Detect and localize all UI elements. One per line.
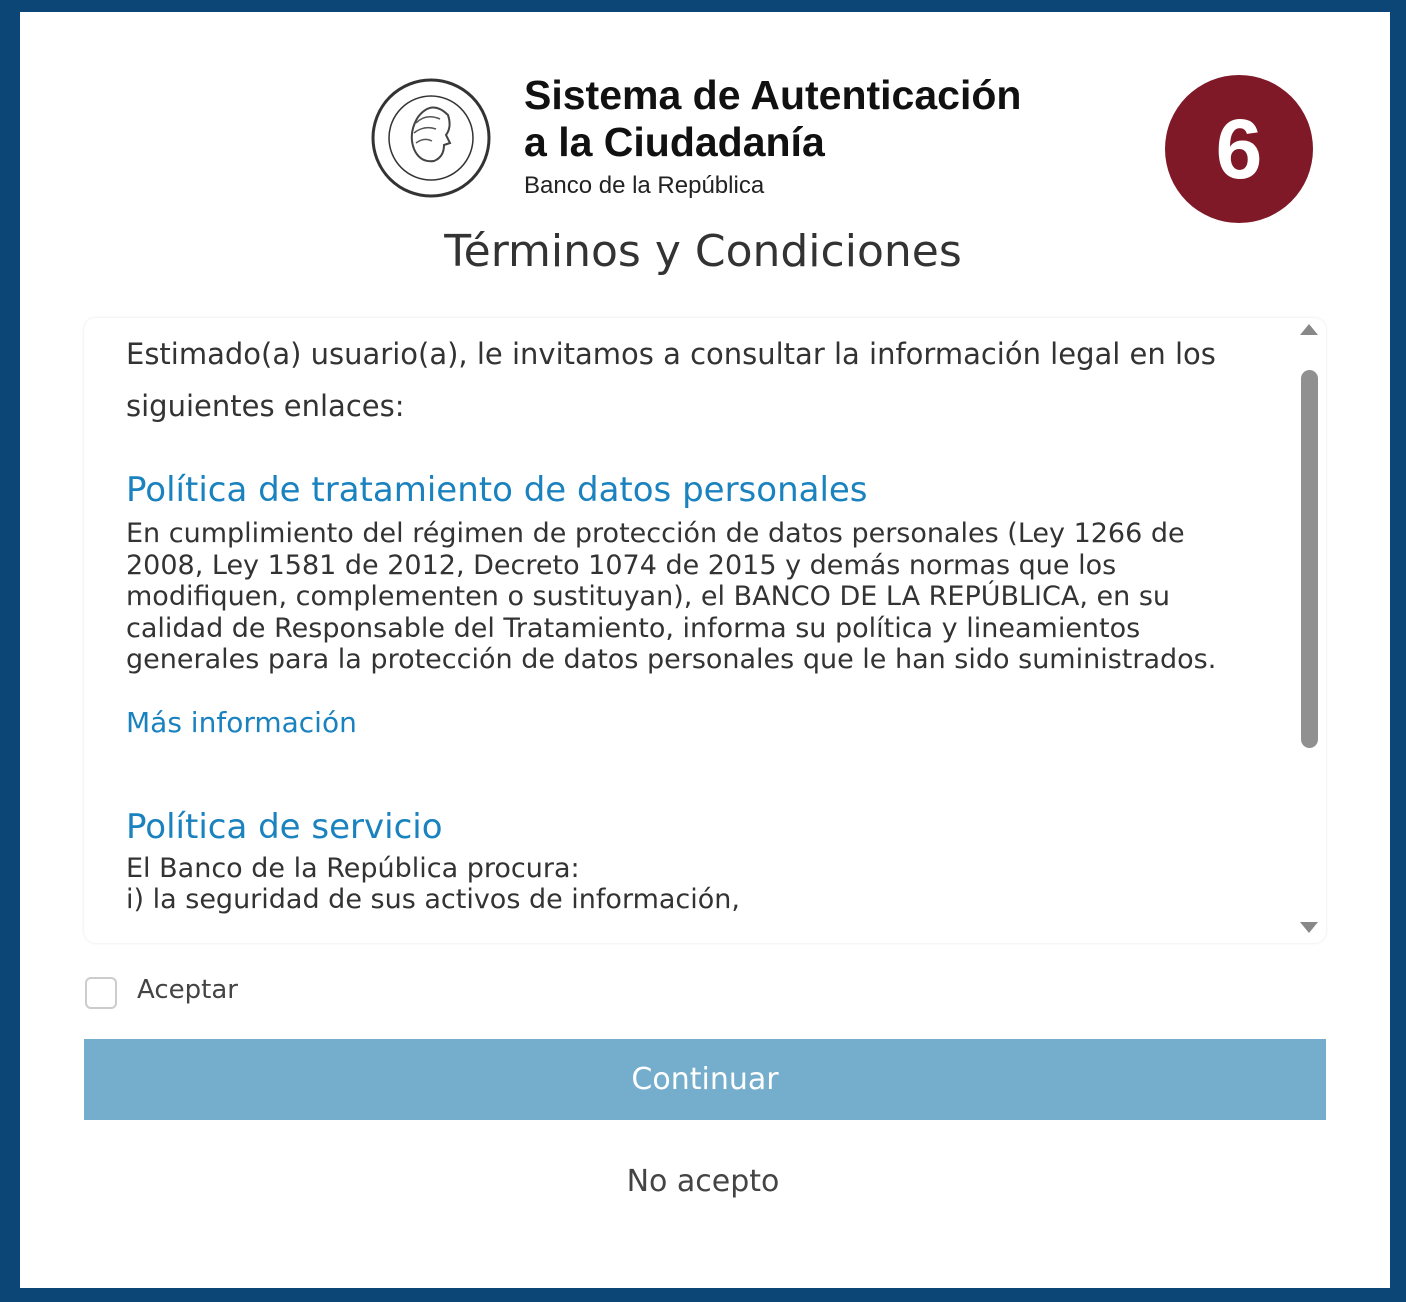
terms-intro: Estimado(a) usuario(a), le invitamos a consultar la información legal en los siguientes enlaces: (126, 337, 1216, 423)
decline-link[interactable]: No acepto (626, 1164, 780, 1199)
accept-checkbox[interactable] (85, 977, 117, 1009)
section-body-service-line1: El Banco de la República procura: (126, 852, 580, 884)
terms-scroll-area[interactable] (84, 318, 1326, 943)
section-title-service-policy: Política de servicio (126, 806, 443, 847)
app-title: Sistema de Autenticación a la Ciudadanía (524, 72, 1022, 165)
section-title-data-policy: Política de tratamiento de datos personales (126, 470, 868, 510)
page-title: Términos y Condiciones (444, 226, 962, 277)
accept-label[interactable]: Aceptar (137, 975, 238, 1005)
app-subtitle: Banco de la República (524, 172, 765, 199)
scroll-up-arrow-icon[interactable] (1300, 324, 1318, 335)
scrollbar-thumb[interactable] (1301, 370, 1318, 748)
continue-button[interactable]: Continuar (84, 1039, 1326, 1120)
section-body-service-line2: i) la seguridad de sus activos de información, (126, 884, 740, 915)
more-info-link[interactable]: Más información (126, 705, 357, 739)
banco-republica-seal-logo (370, 77, 492, 199)
scroll-down-arrow-icon[interactable] (1300, 922, 1318, 933)
section-body-data-policy: En cumplimiento del régimen de protección de datos personales (Ley 1266 de 2008, Ley 1581 de 2012, Decreto 1074 de 2015 y demás normas que los modifiquen, complementen o sustituyan), el BANCO DE LA REPÚBLICA, en su calidad de Responsable del Tratamiento, informa su política y lineamientos generales para la protección de datos personales que le han sido suministrados. (126, 518, 1217, 675)
step-badge: 6 (1165, 75, 1313, 223)
